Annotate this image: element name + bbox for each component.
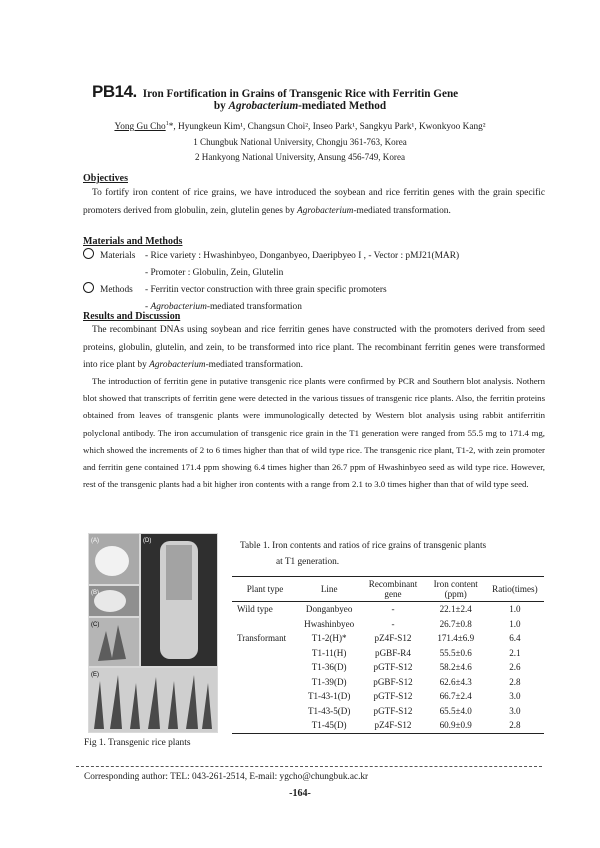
circle-bullet-icon [83,248,94,259]
title-line-2-italic: Agrobacterium [228,100,299,112]
table-title-line-1: Table 1. Iron contents and ratios of rice grains of transgenic plants [240,541,487,551]
table-title [240,538,540,570]
cell-ratio: 3.0 [509,691,521,702]
panel-a-callus [95,546,129,576]
cell-recombinant-gene: pZ4F-S12 [360,718,425,733]
affiliation-1: 1 Chungbuk National University, Chongju 361-763, Korea [193,137,407,147]
cell-line: T1-39(D) [311,676,347,687]
methods-label: Methods [100,285,133,295]
cell-plant-type [232,718,298,733]
cell-recombinant-gene: - [391,618,395,629]
corresponding-author: Corresponding author: TEL: 043-261-2514, E-mail: ygcho@chungbuk.ac.kr [84,772,369,782]
cell-iron-content: 26.7±0.8 [439,618,472,629]
results-paragraph-2: The introduction of ferritin gene in putative transgenic rice plants were confirmed by PCR and Southern blot analysis. Nothern blot showed that transcripts of ferritin gene were detected in the various tissues of transgenic rice plants. Also, the ferritin proteins obtained from leaves of transgenic plants were immunologically detected by Western blot analysis using rabbit antiferritin polyclonal antibody. The iron accumulation of transgenic rice grain in the T1 generation were ranged from 55.5 mg to 171.4 mg, which showed the increments of 2 to 6 times higher than that of wild type rice. The transgenic rice plant, T1-2, with zein promoter and ferritin gene contained 171.4 ppm showing 6.4 times higher than 26.7 ppm of Hwashinbyeo seed as wild type rice. However, rest of the transgenic plants had a bit higher iron contents with a range from 2.1 to 3.0 times higher than that of wild type seed. [83,376,545,490]
circle-bullet-icon [83,282,94,293]
panel-label-c: (C) [91,622,100,628]
methods-heading: Materials and Methods [83,236,183,247]
abstract-id: PB14. [92,82,137,101]
cell-line: Donganbyeo [305,604,353,615]
header-plant-type: Plant type [232,577,298,602]
cell-plant-type: Wild type [237,604,273,615]
cell-plant-type [232,646,298,661]
cell-line: Hwashinbyeo [304,618,355,629]
cell-iron-content: 66.7±2.4 [439,691,472,702]
cell-line: T1-36(D) [311,662,347,673]
table-row [232,704,544,719]
results-heading: Results and Discussion [83,311,181,322]
lead-author: Yong Gu Cho [114,122,166,133]
cell-line: T1-45(D) [298,718,360,733]
objectives-heading: Objectives [83,173,128,184]
table-row [232,689,544,704]
iron-content-table [232,576,544,734]
objectives-text [83,185,545,220]
lead-author-mark: * [168,122,174,133]
cell-ratio: 6.4 [509,633,521,644]
cell-recombinant-gene: pGTF-S12 [373,691,413,702]
table-row [232,602,544,617]
author-list [0,121,600,132]
title-row [92,82,562,102]
cell-recombinant-gene: pGBF-R4 [375,647,411,658]
panel-label-e: (E) [91,672,99,678]
table-row [232,675,544,690]
figure-caption: Fig 1. Transgenic rice plants [84,738,191,748]
cell-ratio: 1.0 [509,618,521,629]
objectives-text-2: -mediated transformation. [353,205,451,216]
panel-d-plantlet [166,545,192,600]
methods-line-2-prefix: - [145,302,151,312]
cell-ratio: 2.6 [509,662,521,673]
table-row [232,718,544,733]
panel-label-b: (B) [91,590,99,596]
table-header-row [232,577,544,602]
cell-iron-content: 22.1±2.4 [439,604,472,615]
table-title-line-2: at T1 generation. [276,557,340,567]
cell-line: T1-11(H) [311,647,347,658]
materials-line-1: - Rice variety : Hwashinbyeo, Donganbyeo, Daeripbyeo I , - Vector : pMJ21(MAR) [145,251,460,261]
cell-iron-content: 171.4±6.9 [437,633,475,644]
figure-photo-collage [88,533,218,733]
methods-line-1: - Ferritin vector construction with three grain specific promoters [145,285,387,295]
cell-recombinant-gene: pGTF-S12 [373,705,413,716]
cell-iron-content: 65.5±4.0 [439,705,472,716]
title-line-1: Iron Fortification in Grains of Transgenic Rice with Ferritin Gene [142,88,459,100]
cell-ratio: 3.0 [509,705,521,716]
cell-iron-content: 60.9±0.9 [426,718,486,733]
materials-label: Materials [100,251,136,261]
cell-ratio: 2.8 [509,676,521,687]
footer-divider [76,766,542,767]
materials-item [83,248,135,266]
cell-plant-type [232,675,298,690]
cell-plant-type [232,689,298,704]
results-p1-end: -mediated transformation. [205,360,303,371]
cell-iron-content: 62.6±4.3 [439,676,472,687]
title-line-2 [0,100,600,112]
table-row [232,631,544,646]
results-p1-italic: Agrobacterium [149,360,206,371]
objectives-text-1: To fortify iron content of rice grains, we have introduced the soybean and rice ferritin genes with the grain specific promoters derived from globulin, zein, glutelin genes by [83,188,545,216]
cell-ratio: 1.0 [509,604,521,615]
methods-item [83,282,133,300]
table-row [232,646,544,661]
header-ratio: Ratio(times) [486,577,544,602]
title-line-2-suffix: -mediated Method [298,100,387,112]
header-recombinant-gene: Recombinant gene [360,577,425,602]
affiliation-2: 2 Hankyong National University, Ansung 456-749, Korea [194,152,406,162]
cell-recombinant-gene: pGTF-S12 [373,662,413,673]
table-body [232,602,544,734]
materials-line-2: - Promoter : Globulin, Zein, Glutelin [145,268,284,278]
transgenic-rice-figure [88,533,218,733]
cell-plant-type [232,704,298,719]
cell-ratio: 2.8 [486,718,544,733]
objectives-text-italic: Agrobacterium [297,205,354,216]
cell-recombinant-gene: pZ4F-S12 [374,633,412,644]
results-p1-text: The recombinant DNAs using soybean and rice ferritin genes have constructed with the promoters derived from seed proteins, globulin, glutelin, and zein, to be transformed into rice plant. The recombinant ferritin genes were transformed into rice plant by [83,325,545,371]
header-line: Line [298,577,360,602]
methods-line-2-italic: Agrobacterium [150,302,207,312]
co-authors: , Hyungkeun Kim¹, Changsun Choi², Inseo Park¹, Sangkyu Park¹, Kwonkyoo Kang² [173,122,486,133]
results-paragraph-1 [83,322,545,375]
cell-line: T1-43-1(D) [307,691,351,702]
cell-plant-type [232,617,298,632]
table-row [232,660,544,675]
page-number: -164- [289,788,311,799]
cell-plant-type: Transformant [237,633,287,644]
cell-line: T1-43-5(D) [307,705,351,716]
cell-iron-content: 58.2±4.6 [439,662,472,673]
cell-iron-content: 55.5±0.6 [439,647,472,658]
title-line-2-prefix: by [213,100,229,112]
methods-line-2-suffix: -mediated transformation [206,302,302,312]
table-row [232,617,544,632]
cell-recombinant-gene: - [391,604,395,615]
panel-label-d: (D) [143,538,152,544]
cell-line: T1-2(H)* [311,633,347,644]
cell-recombinant-gene: pGBF-S12 [373,676,413,687]
header-iron-content: Iron content (ppm) [426,577,486,602]
lead-author-sup: 1 [165,121,169,127]
panel-label-a: (A) [91,538,99,544]
cell-ratio: 2.1 [509,647,521,658]
cell-plant-type [232,660,298,675]
